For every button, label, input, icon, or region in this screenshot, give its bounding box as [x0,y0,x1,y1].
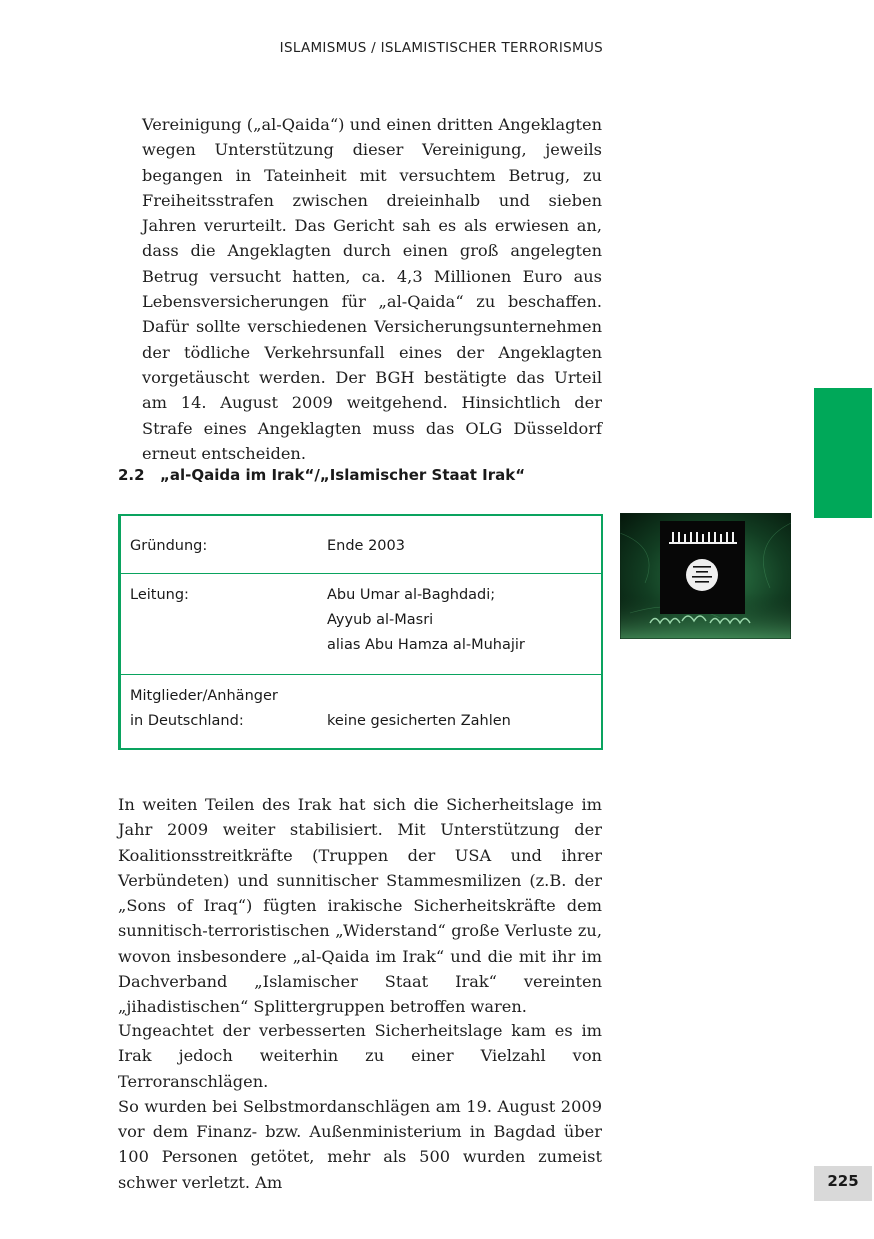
leadership-line: Ayyub al-Masri [327,612,434,628]
section-heading [118,466,525,484]
body-paragraph-line: Ungeachtet der verbesserten Sicherheitslage kam es im Irak jedoch weiterhin zu einer Vielzahl von Terroranschlägen. [118,1021,602,1091]
page-number: 225 [814,1166,872,1201]
section-number: 2.2 [118,466,145,484]
chapter-side-tab [814,388,872,518]
founding-value: Ende 2003 [327,538,405,554]
founding-label: Gründung: [130,538,208,554]
members-label-line: Mitglieder/Anhänger [130,688,278,704]
body-paragraph-line: So wurden bei Selbstmordanschlägen am 19. August 2009 vor dem Finanz- bzw. Außenministerium in Bagdad über 100 Personen getötet, mehr als 500 wurden zumeist schwer verletzt. Am [118,1096,602,1192]
members-value: keine gesicherten Zahlen [327,713,511,729]
fact-row-members [121,675,601,748]
seal-circle [686,559,718,591]
body-paragraph-continued [118,1018,602,1195]
intro-paragraph: Vereinigung („al-Qaida“) und einen dritten Angeklagten wegen Unterstützung dieser Vereinigung, jeweils begangen in Tateinheit mit versuchtem Betrug, zu Freiheitsstrafen zwischen dreieinhalb und sieben Jahren verurteilt. Das Gericht sah es als erwiesen an, dass die Angeklagten durch einen groß angelegten Betrug versucht hatten, ca. 4,3 Millionen Euro aus Lebensversicherungen für „al-Qaida“ zu beschaffen. Dafür sollte verschiedenen Versicherungsunternehmen der tödliche Verkehrsunfall eines der Angeklagten vorgetäuscht werden. Der BGH bestätigte das Urteil am 14. August 2009 weitgehend. Hinsichtlich der Strafe eines Angeklagten muss das OLG Düsseldorf erneut entscheiden. [142,115,602,463]
members-label-line: in Deutschland: [130,713,244,729]
running-header: ISLAMISMUS / ISLAMISTISCHER TERRORISMUS [279,40,603,56]
fact-row-leadership [121,574,601,675]
flag-graphic [620,513,791,639]
section-title: „al-Qaida im Irak“/„Islamischer Staat Irak“ [160,466,526,484]
members-label [130,684,278,734]
fact-box [118,514,603,750]
leadership-line: Abu Umar al-Baghdadi; [327,587,496,603]
body-paragraph: In weiten Teilen des Irak hat sich die Sicherheitslage im Jahr 2009 weiter stabilisiert. Mit Unterstützung der Koalitionsstreitkräfte (Truppen der USA und ihrer Verbündeten) und sunnitischer Stammesmilizen (z.B. der „Sons of Iraq“) fügten irakische Sicherheitskräfte dem sunnitisch-terroristischen „Widerstand“ große Verluste zu, wovon insbesondere „al-Qaida im Irak“ und die mit ihr im Dachverband „Islamischer Staat Irak“ vereinten „jihadistischen“ Splittergruppen betroffen waren. [118,795,602,1017]
leadership-label: Leitung: [130,587,189,603]
isi-flag-image [620,513,791,639]
leadership-value [327,583,525,658]
fact-row-founding [121,516,601,574]
leadership-line: alias Abu Hamza al-Muhajir [327,637,525,653]
